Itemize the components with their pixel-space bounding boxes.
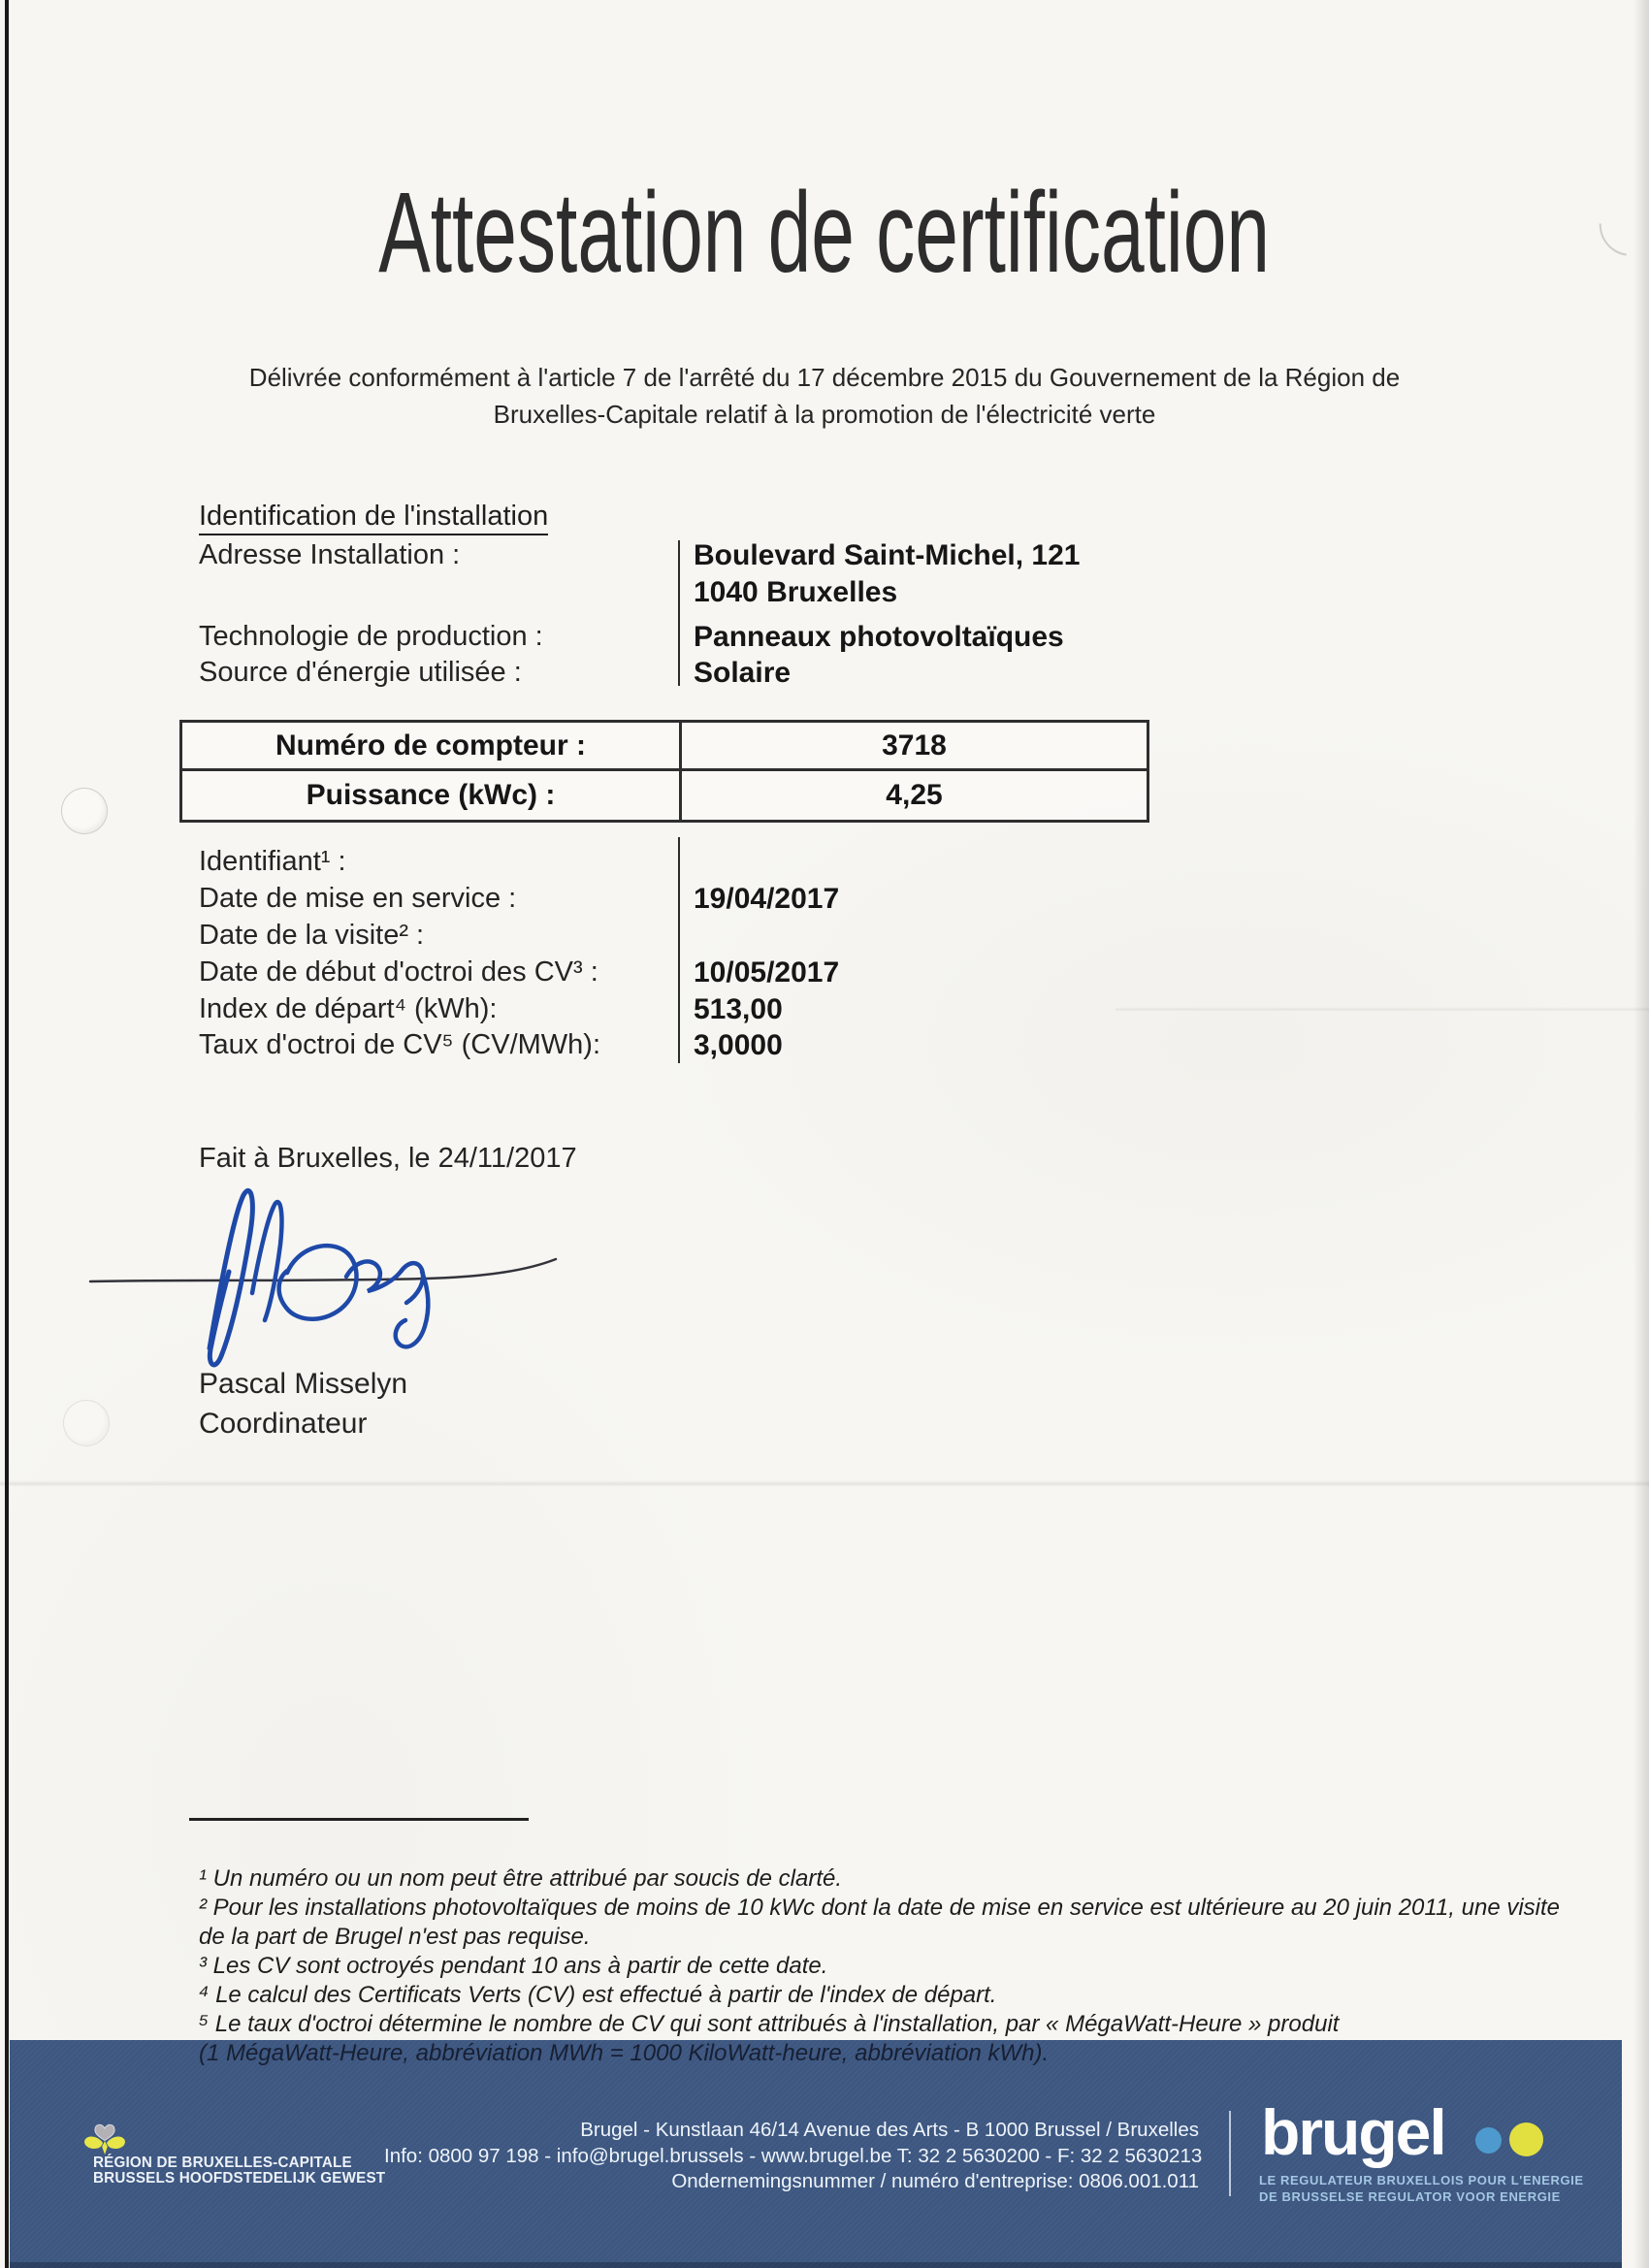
field-value: Panneaux photovoltaïques [694,621,1064,653]
scan-left-edge [5,0,9,2268]
field-value: Solaire [694,657,792,689]
field-row-date-visite [199,920,1440,952]
identification-heading: Identification de l'installation [199,501,548,533]
table-row-puissance [182,771,1147,820]
field-value: 10/05/2017 [694,956,840,988]
field-label [199,576,694,609]
footnote-separator-line [189,1818,529,1821]
field-label: Technologie de production : [199,621,543,652]
subtitle-line-2: Bruxelles-Capitale relatif à la promotion de l'électricité verte [493,400,1156,429]
brugel-blue-dot-icon [1475,2127,1502,2154]
region-logo-line-2: BRUSSELS HOOFDSTEDELIJK GEWEST [93,2170,386,2187]
field-row-date-mise-en-service [199,883,1440,916]
footnote-2: ² Pour les installations photovoltaïques de moins de 10 kWc dont la date de mise en service est ultérieure au 20 juin 2011, une visite [199,1895,1561,1921]
page-title [0,167,1649,299]
field-label: Date de mise en service : [199,883,517,914]
field-label: Date de début d'octroi des CV³ : [199,956,598,988]
field-row-identifiant [199,846,1440,878]
table-cell-value: 4,25 [886,779,943,811]
table-cell-value: 3718 [882,729,947,761]
field-label: Taux d'octroi de CV⁵ (CV/MWh): [199,1029,601,1060]
punch-hole-top [62,789,107,833]
signature-scribble [210,1190,252,1364]
field-row-adresse [199,539,1440,572]
footnote-5: ⁵ Le taux d'octroi détermine le nombre de CV qui sont attribués à l'installation, par « MégaWatt-Heure » produit [199,2011,1340,2037]
field-row-index-depart [199,993,1440,1026]
footnote-4: ⁴ Le calcul des Certificats Verts (CV) est effectué à partir de l'index de départ. [199,1982,997,2008]
brugel-wordmark: brugel [1261,2096,1445,2168]
punch-hole-bottom [64,1401,109,1445]
field-label: Date de la visite² : [199,920,425,951]
footer-info-line: Info: 0800 97 198 - info@brugel.brussels - www.brugel.be T: 32 2 5630200 - F: 32 2 5630213 [384,2144,1203,2167]
brugel-yellow-dot-icon [1509,2122,1543,2156]
document-subtitle [0,359,1649,433]
field-row-adresse-line2 [199,576,1440,609]
field-label: Source d'énergie utilisée : [199,657,522,688]
page-title-text: Attestation de certification [378,169,1271,297]
footnote-3: ³ Les CV sont octroyés pendant 10 ans à partir de cette date. [199,1953,828,1979]
field-row-date-octroi-cv [199,956,1440,989]
signature-scribble [252,1202,281,1320]
field-value: 19/04/2017 [694,883,840,915]
table-row-numero-compteur [182,723,1147,771]
field-value: 3,0000 [694,1029,783,1061]
brussels-region-iris-icon [83,2123,126,2158]
footer-address-line: Brugel - Kunstlaan 46/14 Avenue des Arts - B 1000 Brussel / Bruxelles [580,2119,1199,2141]
brugel-tagline [1259,2172,1584,2205]
field-row-source-energie [199,657,1440,690]
brugel-tagline-nl: DE BRUSSELSE REGULATOR VOOR ENERGIE [1259,2189,1561,2204]
signature-scribble [279,1246,357,1319]
brugel-tagline-fr: LE REGULATEUR BRUXELLOIS POUR L'ENERGIE [1259,2173,1584,2187]
meter-table [179,720,1149,823]
handwritten-signature [78,1179,582,1373]
signatory-role: Coordinateur [199,1408,368,1440]
field-label: Index de départ⁴ (kWh): [199,993,498,1024]
field-row-technologie [199,621,1440,654]
field-row-taux-octroi [199,1029,1440,1062]
signatory-name: Pascal Misselyn [199,1368,408,1400]
footer-enterprise-number-line: Ondernemingsnummer / numéro d'entreprise: 0806.001.011 [671,2170,1199,2192]
field-value: 513,00 [694,993,783,1025]
footer-contact-block [384,2118,1203,2195]
field-value: 1040 Bruxelles [694,576,898,608]
field-value: Boulevard Saint-Michel, 121 [694,539,1081,571]
footnote-5-continued: (1 MégaWatt-Heure, abbréviation MWh = 1000 KiloWatt-heure, abbréviation kWh). [199,2040,1050,2066]
field-label: Adresse Installation : [199,539,461,570]
table-cell-label: Numéro de compteur : [182,723,682,768]
field-label: Identifiant¹ : [199,846,346,877]
region-logo-text [93,2155,385,2187]
pen-line [90,1259,556,1281]
brugel-logo-divider-line [1229,2111,1231,2196]
scan-right-edge-shade [1633,0,1649,2268]
footnote-1: ¹ Un numéro ou un nom peut être attribué par soucis de clarté. [199,1865,843,1892]
region-logo-line-1: RÉGION DE BRUXELLES-CAPITALE [93,2155,352,2171]
table-cell-label: Puissance (kWc) : [182,771,682,820]
fold-crease [0,1480,1649,1487]
footnote-2-continued: de la part de Brugel n'est pas requise. [199,1924,591,1950]
subtitle-line-1: Délivrée conformément à l'article 7 de l'arrêté du 17 décembre 2015 du Gouvernement de la Région de [248,363,1401,392]
footnotes [199,1864,1561,2068]
place-and-date-line: Fait à Bruxelles, le 24/11/2017 [199,1143,577,1174]
